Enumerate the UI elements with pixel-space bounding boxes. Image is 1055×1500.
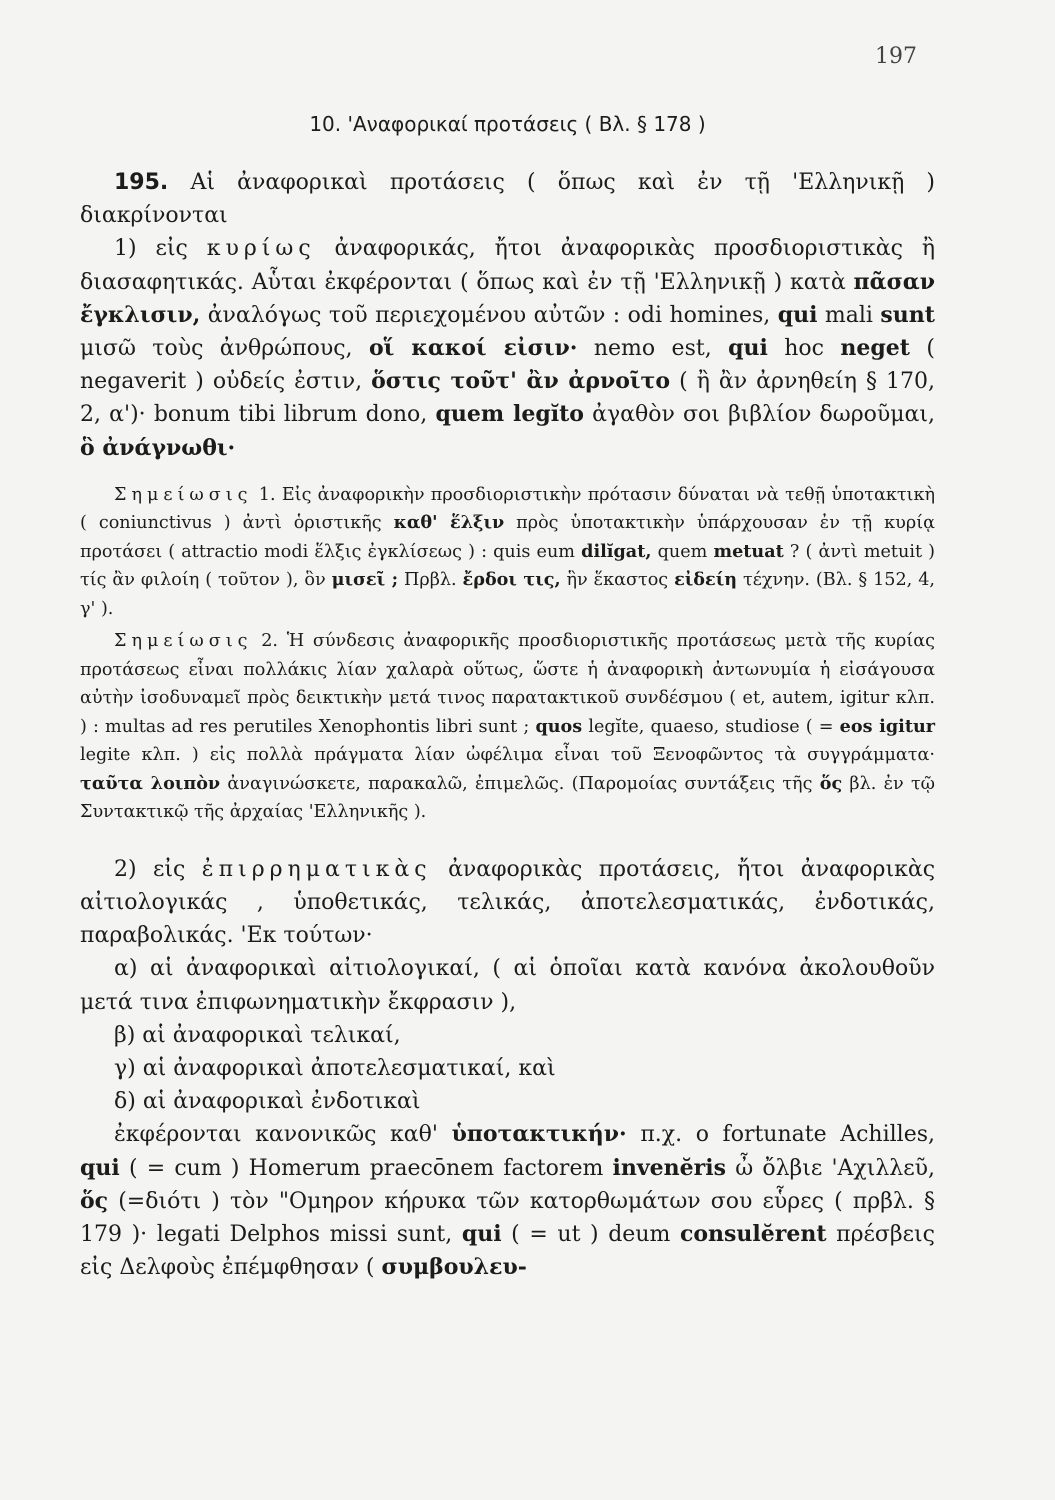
item-2-paragraph (80, 853, 935, 953)
bold-term: quos (535, 715, 583, 737)
text: τέχνην. (Βλ. § 152, 4, γ' ). (80, 570, 935, 619)
text: mali (824, 302, 873, 328)
bold-term: ὅστις τοῦτ' ἂν ἀρνοῖτο (371, 368, 671, 395)
text: ὦ ὄλβιε 'Αχιλλεῦ, (735, 1155, 936, 1181)
item-1-paragraph (80, 232, 935, 464)
note-number: 1. (258, 484, 276, 505)
text: ? ( ἀντὶ metuit ) τίς ἂν φιλοίη ( τοῦτον ), ὃν (80, 541, 936, 591)
bold-term: εἰδείη (674, 569, 738, 591)
item-2-lead: 2) εἰς (114, 856, 186, 882)
text: ( ἢ ἂν ἀρνηθείη § 170, 2, α')· bonum tibi librum dono, (80, 369, 935, 428)
bold-term: consulĕrent (679, 1221, 827, 1248)
paragraph-195-intro (80, 166, 935, 232)
text: Πρβλ. (404, 570, 457, 591)
text: ἀγαθὸν σοι βιβλίον δωροῦμαι, (592, 402, 936, 428)
bold-term: dilĭgat, (581, 540, 652, 562)
intro-text: Αἱ ἀναφορικαὶ προτάσεις ( ὅπως καὶ ἐν τῇ 'Ελληνικῇ ) διακρίνονται (80, 170, 935, 229)
bold-term: qui (461, 1221, 502, 1248)
sub-item-c: γ) αἱ ἀναφορικαὶ ἀποτελεσματικαί, καὶ (114, 1056, 556, 1082)
paragraph-number: 195. (114, 170, 169, 195)
text: ( negaverit ) οὐδείς ἐστιν, (80, 336, 935, 395)
bold-term: quem legĭto (435, 401, 584, 428)
text: Ἡ σύνδεσις ἀναφορικῆς προσδιοριστικῆς προτάσεως μετὰ τῆς κυρίας προτάσεως εἶναι πολλάκις λίαν χαλαρὰ οὕτως, ὥστε ἡ ἀναφορικὴ ἀντωνυμία ἡ εἰσάγουσα αὐτὴν ἰσοδυναμεῖ πρὸς δεικτικὴν μετά τινος παρατακτικοῦ συνδέσμου ( et, autem, igitur κλπ. ) : multas ad res perutiles Xenophontis libri sunt ; (80, 631, 936, 737)
text: ( = ut ) deum (511, 1222, 671, 1248)
bold-term: ὅς (819, 772, 843, 794)
text: ἣν ἕκαστος (566, 570, 669, 591)
text: Εἰς ἀναφορικὴν προσδιοριστικὴν πρότασιν δύναται νὰ τεθῇ ὑποτακτικὴ ( coniunctivus ) ἀντὶ ὁριστικῆς (80, 484, 935, 534)
item-1-lead: 1) εἰς (114, 236, 188, 262)
text: quem (657, 541, 708, 562)
bold-term: qui (728, 335, 768, 362)
bold-term: μισεῖ ; (331, 569, 399, 591)
bold-term: neget (840, 335, 910, 362)
item-2-spaced-term: ἐπιρρηματικὰς (201, 856, 432, 882)
text: πρέσβεις εἰς Δελφοὺς ἐπέμφθησαν ( (80, 1222, 935, 1281)
page-number: 197 (875, 44, 917, 69)
text: (=διότι ) τὸν "Ομηρον κήρυκα τῶν κατορθωμάτων σου εὗρες ( πρβλ. § 179 )· legati Delphos missi sunt, (80, 1188, 935, 1248)
text: ἀναγινώσκετε, παρακαλῶ, ἐπιμελῶς. (Παρομοίας συντάξεις τῆς (227, 773, 813, 794)
text: ἀναφορικάς, ἤτοι ἀναφορικὰς προσδιοριστικὰς ἢ διασαφητικάς. Αὗται ἐκφέρονται ( ὅπως καὶ ἐν τῇ 'Ελληνικῇ ) κατὰ (80, 236, 935, 295)
text: ( = cum ) Homerum praecōnem factorem (128, 1155, 604, 1181)
sub-item-d: δ) αἱ ἀναφορικαὶ ἐνδοτικαὶ (114, 1089, 421, 1115)
bold-term: invenĕris (612, 1154, 727, 1181)
page-body (80, 112, 935, 1284)
text: legite κλπ. ) εἰς πολλὰ πράγματα λίαν ὠφέλιμα εἶναι τοῦ Ξενοφῶντος τὰ συγγράμματα· (80, 745, 935, 766)
text: μισῶ τοὺς ἀνθρώπους, (80, 336, 353, 362)
item-1-spaced-term: κυρίως (206, 236, 316, 262)
text: ἀναλόγως τοῦ περιεχομένου αὐτῶν : odi homines, (207, 302, 771, 328)
bold-term: sunt (880, 301, 935, 328)
note-1 (80, 481, 935, 624)
text: ἐκφέρονται κανονικῶς καθ' (114, 1122, 438, 1148)
bold-term: ὃ ἀνάγνωθι· (80, 434, 236, 461)
note-2 (80, 627, 935, 827)
sub-item-a: α) αἱ ἀναφορικαὶ αἰτιολογικαί, ( αἱ ὁποῖαι κατὰ κανόνα ἀκολουθοῦν μετά τινα ἐπιφωνηματικὴν ἔκφρασιν ), (80, 956, 935, 1015)
note-number: 2. (261, 631, 279, 652)
text: nemo est, (593, 336, 712, 362)
bold-term: πᾶσαν ἔγκλισιν, (80, 268, 935, 328)
sub-item-b: β) αἱ ἀναφορικαὶ τελικαί, (114, 1022, 401, 1048)
bold-term: ἔρδοι τις, (462, 569, 561, 591)
bold-term: ὅς (80, 1187, 109, 1214)
note-label: Σημείωσις (114, 484, 253, 505)
bold-term: eos igitur (839, 715, 936, 737)
final-paragraph (80, 1118, 935, 1284)
bold-term: metuat (713, 540, 784, 562)
text: hoc (784, 336, 825, 362)
text: legĭte, quaeso, studiose ( = (588, 716, 834, 737)
bold-term: ταῦτα λοιπὸν (80, 772, 221, 794)
note-label: Σημείωσις (114, 631, 253, 652)
bold-term: οἵ κακοί εἰσιν· (368, 335, 578, 362)
text: ἀναφορικὰς προτάσεις, ἤτοι ἀναφορικὰς αἰτιολογικάς , ὑποθετικάς, τελικάς, ἀποτελεσματικάς, ἐνδοτικάς, παραβολικάς. 'Εκ τούτων· (80, 856, 936, 949)
bold-term: ὑποτακτικήν· (451, 1121, 627, 1148)
text: π.χ. o fortunate Achilles, (640, 1122, 936, 1148)
bold-term: καθ' ἕλξιν (393, 512, 505, 534)
text: βλ. ἐν τῷ Συντακτικῷ τῆς ἀρχαίας 'Ελληνικῆς ). (80, 773, 936, 823)
bold-term: συμβουλευ- (381, 1254, 527, 1281)
bold-term: qui (777, 301, 818, 328)
bold-term: qui (80, 1154, 120, 1181)
text: πρὸς ὑποτακτικὴν ὑπάρχουσαν ἐν τῇ κυρίᾳ προτάσει ( attractio modi ἕλξις ἐγκλίσεως ) : quis eum (80, 513, 936, 562)
section-heading: 10. 'Αναφορικαί προτάσεις ( Βλ. § 178 ) (309, 112, 706, 136)
